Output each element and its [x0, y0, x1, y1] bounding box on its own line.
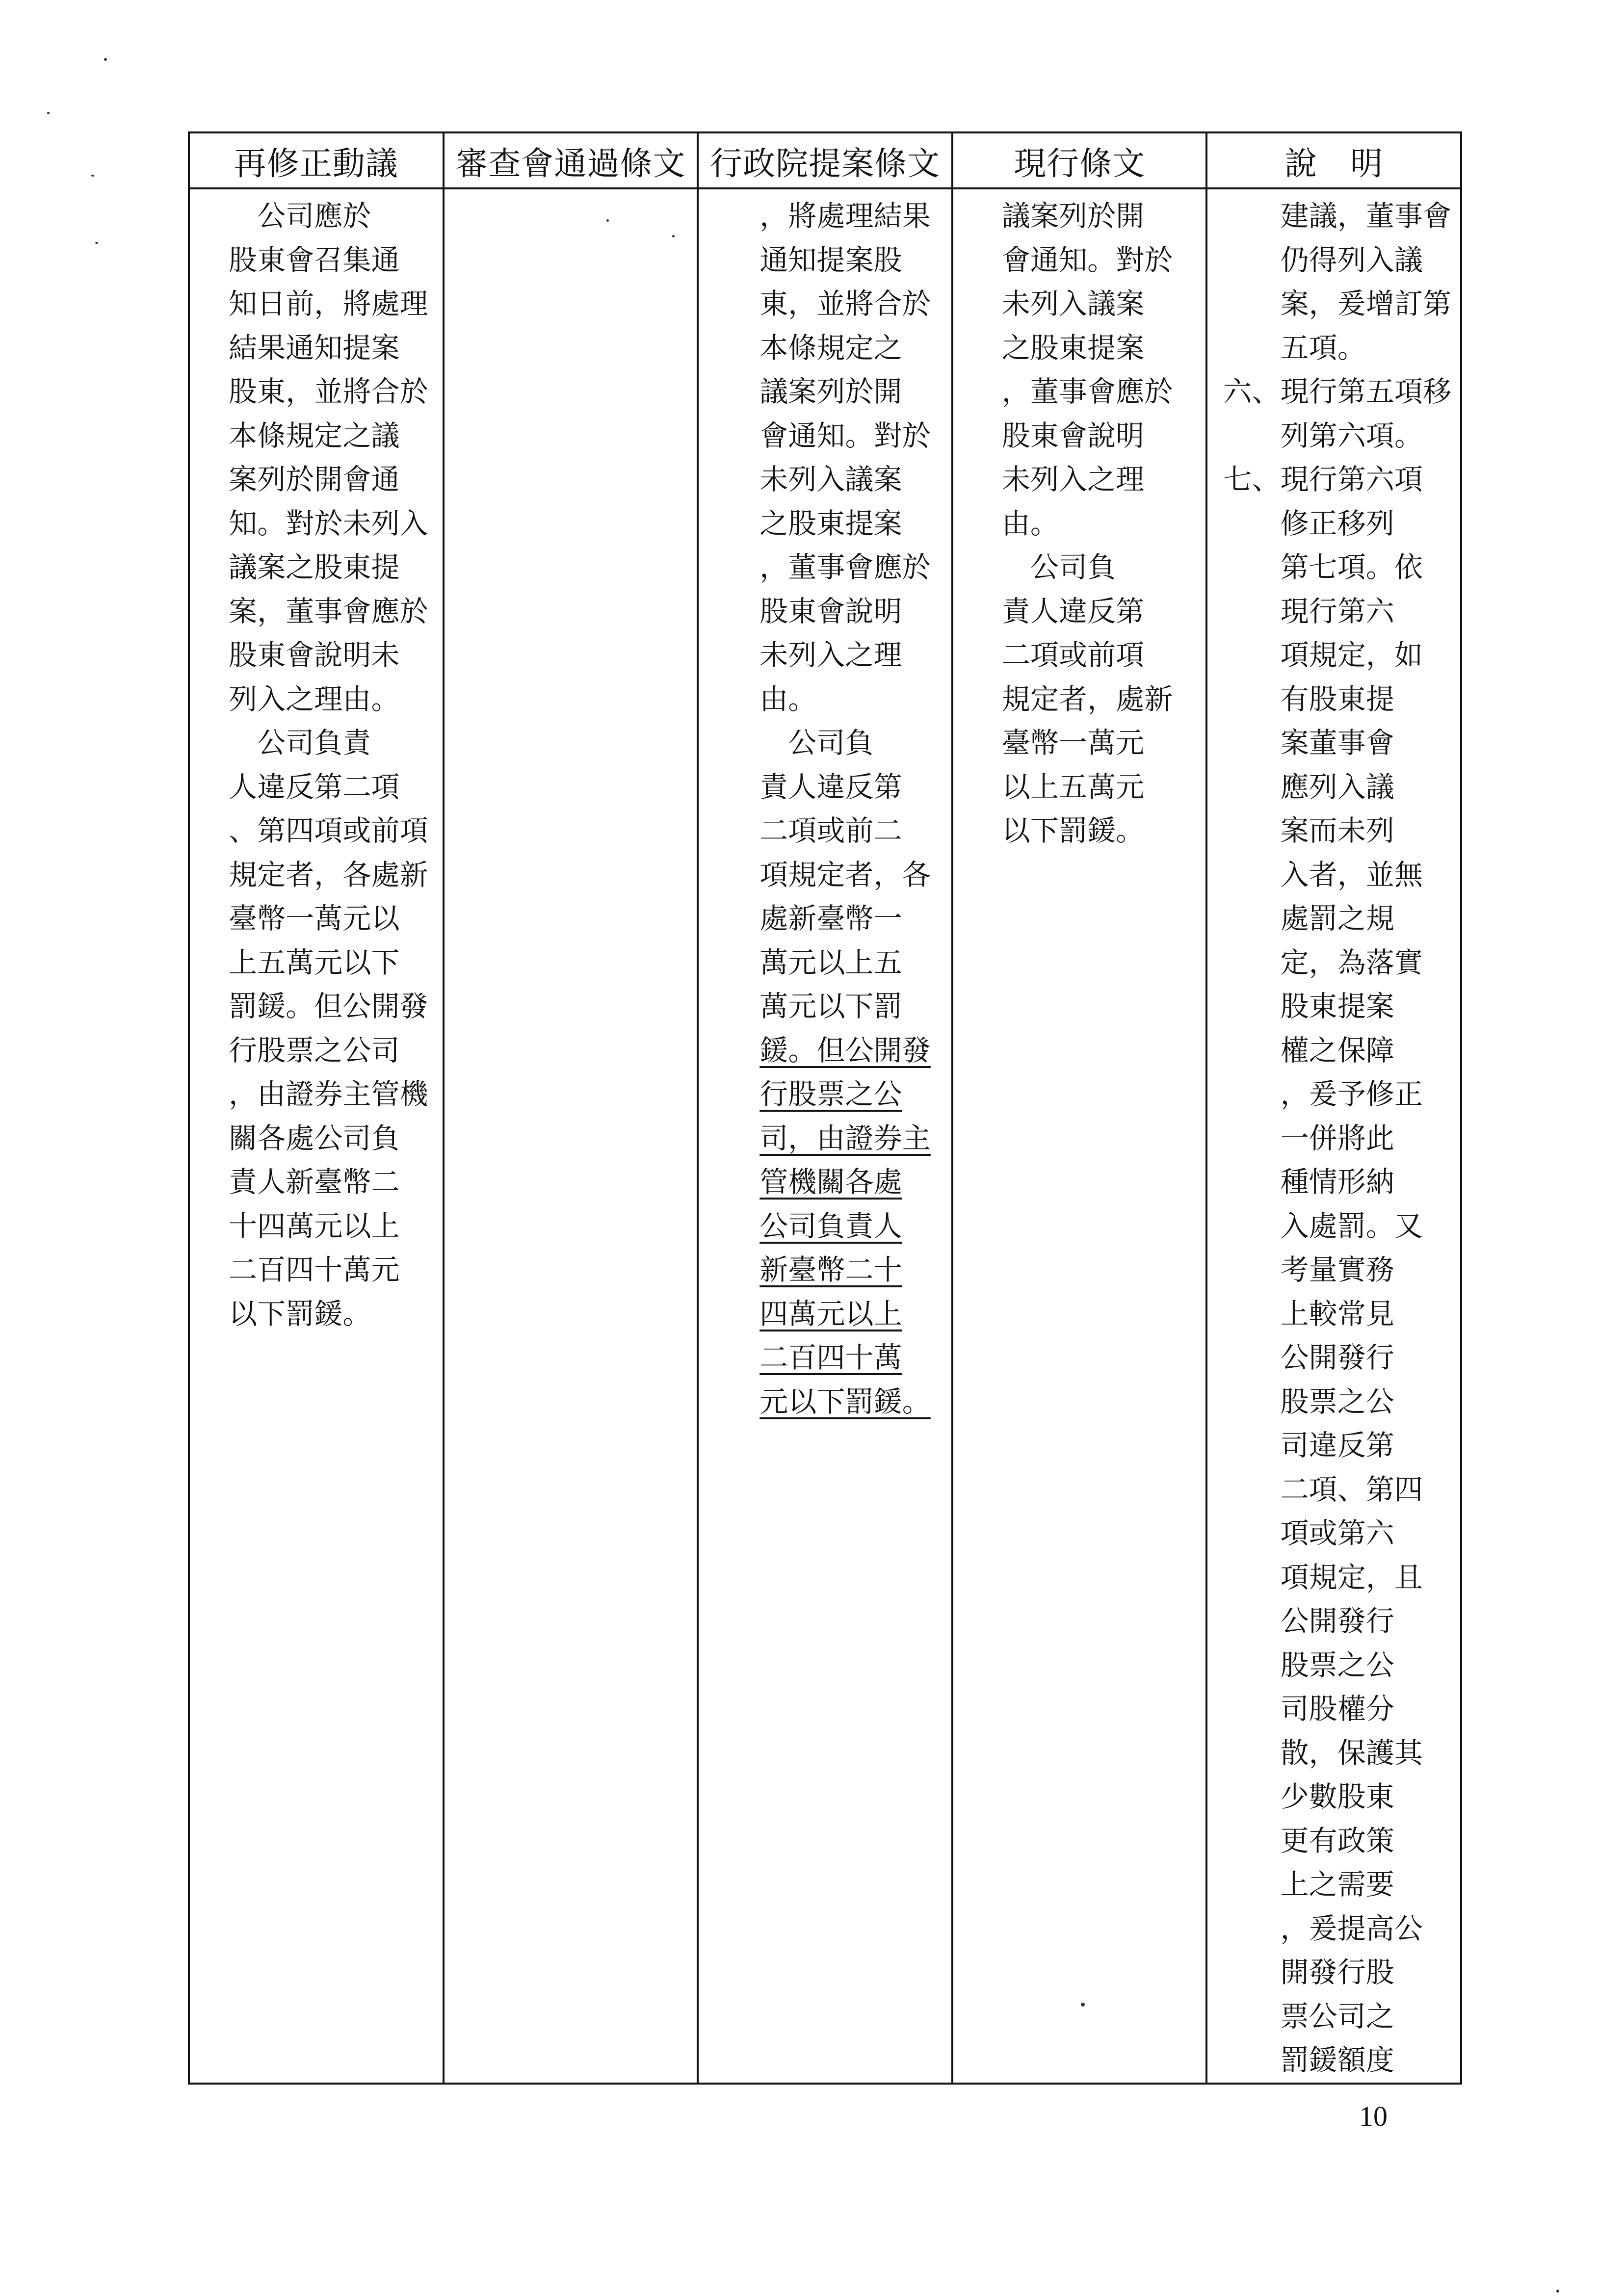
text-line: 知日前，將處理	[229, 287, 428, 320]
text-line: 第七項。依	[1223, 550, 1423, 584]
text-line: 罰鍰。但公開發	[229, 990, 428, 1023]
text-line: 七、現行第六項	[1223, 463, 1423, 496]
text-line: 案董事會	[1223, 726, 1394, 759]
text-line: 仍得列入議	[1223, 243, 1423, 277]
text-line: 本條規定之	[760, 331, 902, 365]
text-line: 項規定，如	[1223, 638, 1423, 672]
page-number: 10	[1359, 2100, 1388, 2132]
text-line: ，董事會應於	[760, 550, 931, 584]
text-line: 公司負責人	[760, 1209, 902, 1243]
text-line: 之股東提案	[1001, 331, 1145, 365]
text-line: 、第四項或前項	[229, 814, 428, 847]
text-line: 責人新臺幣二	[229, 1165, 400, 1199]
text-line: 東，並將合於	[760, 287, 931, 320]
text-line: 未列入議案	[1001, 287, 1145, 320]
text-line: 修正移列	[1223, 506, 1394, 540]
text-line: 散，保護其	[1223, 1736, 1423, 1770]
text-line: 種情形納	[1223, 1165, 1394, 1199]
explanation-text	[1207, 189, 1460, 2083]
text-line: 知。對於未列入	[229, 506, 428, 540]
text-line: 元以下罰鍰。	[760, 1384, 931, 1418]
text-line: 列入之理由。	[229, 682, 400, 716]
text-line: 公司應於	[229, 199, 371, 233]
text-line: 上之需要	[1223, 1868, 1394, 1901]
text-line: 未列入之理	[1001, 463, 1145, 496]
revised-motion-text	[190, 189, 443, 1336]
text-line: 票公司之	[1223, 1999, 1394, 2033]
text-line: 行股票之公	[760, 1077, 902, 1111]
text-line: 股票之公	[1223, 1384, 1394, 1418]
cell-revised-motion	[189, 188, 444, 2084]
text-line: 規定者，處新	[1001, 682, 1173, 716]
text-line: 列第六項。	[1223, 418, 1423, 452]
text-line: 入處罰。又	[1223, 1209, 1423, 1243]
scan-speck	[1556, 2290, 1559, 2293]
scan-speck	[672, 235, 675, 237]
text-line: 未列入之理	[760, 638, 902, 672]
text-line: 二項或前項	[1001, 638, 1145, 672]
text-line: 上較常見	[1223, 1297, 1394, 1331]
text-line: 少數股東	[1223, 1780, 1394, 1813]
executive-yuan-proposal-text	[699, 189, 951, 1424]
text-line: ，爰提高公	[1223, 1911, 1423, 1945]
text-line: 開發行股	[1223, 1956, 1394, 1989]
text-line: 股票之公	[1223, 1648, 1394, 1682]
text-line: ，爰予修正	[1223, 1077, 1423, 1111]
text-line: 股東會召集通	[229, 243, 400, 277]
text-line: 本條規定之議	[229, 418, 400, 452]
text-line: 入者，並無	[1223, 858, 1423, 891]
text-line: 五項。	[1223, 331, 1366, 365]
text-line: 司，由證券主	[760, 1121, 931, 1155]
text-line: 責人違反第	[760, 770, 902, 804]
text-line: 一併將此	[1223, 1121, 1394, 1155]
header-explanation: 說 明	[1206, 132, 1461, 188]
text-line: 應列入議	[1223, 770, 1394, 804]
text-line: 會通知。對於	[1001, 243, 1173, 277]
header-current-text: 現行條文	[952, 132, 1207, 188]
text-line: 鍰。但公開發	[760, 1033, 931, 1067]
cell-executive-yuan-proposal	[698, 188, 952, 2084]
text-line: 萬元以下罰	[760, 990, 902, 1023]
text-line: ，董事會應於	[1001, 375, 1173, 408]
text-line: 上五萬元以下	[229, 945, 400, 979]
text-line: 人違反第二項	[229, 770, 400, 804]
text-line: 新臺幣二十	[760, 1253, 902, 1286]
scan-speck	[104, 58, 107, 61]
text-line: ，由證券主管機	[229, 1077, 428, 1111]
text-line: 案，爰增訂第	[1223, 287, 1452, 320]
text-line: 股東會說明	[760, 594, 902, 628]
text-line: 考量實務	[1223, 1253, 1394, 1286]
text-line: 公開發行	[1223, 1604, 1394, 1638]
text-line: 通知提案股	[760, 243, 902, 277]
scan-speck	[47, 112, 50, 114]
text-line: 建議，董事會	[1223, 199, 1452, 233]
text-line: 六、現行第五項移	[1223, 375, 1452, 408]
comparison-table	[188, 131, 1462, 2085]
cell-committee-passed-text	[444, 188, 698, 2084]
header-committee-passed-text: 審查會通過條文	[444, 132, 698, 188]
text-line: 以下罰鍰。	[1001, 814, 1145, 847]
text-line: 司違反第	[1223, 1429, 1394, 1462]
text-line: 管機關各處	[760, 1165, 902, 1199]
text-line: ，將處理結果	[760, 199, 931, 233]
text-line: 權之保障	[1223, 1033, 1394, 1067]
text-line: 項規定，且	[1223, 1560, 1423, 1594]
header-revised-motion: 再修正動議	[189, 132, 444, 188]
text-line: 臺幣一萬元以	[229, 902, 400, 935]
text-line: 案列於開會通	[229, 463, 400, 496]
text-line: 關各處公司負	[229, 1121, 400, 1155]
cell-explanation	[1206, 188, 1461, 2084]
text-line: 行股票之公司	[229, 1033, 400, 1067]
text-line: 股東提案	[1223, 990, 1394, 1023]
text-line: 以下罰鍰。	[229, 1297, 371, 1331]
text-line: 處新臺幣一	[760, 902, 902, 935]
header-executive-yuan-proposal: 行政院提案條文	[698, 132, 952, 188]
text-line: 議案列於開	[1001, 199, 1145, 233]
text-line: 處罰之規	[1223, 902, 1394, 935]
text-line: 四萬元以上	[760, 1297, 902, 1331]
text-line: 案，董事會應於	[229, 594, 428, 628]
current-text-text	[953, 189, 1206, 853]
text-line: 二項或前二	[760, 814, 902, 847]
text-line: 公司負	[1001, 550, 1116, 584]
text-line: 項規定者，各	[760, 858, 931, 891]
text-line: 責人違反第	[1001, 594, 1145, 628]
text-line: 股東，並將合於	[229, 375, 428, 408]
cell-current-text	[952, 188, 1207, 2084]
text-line: 二百四十萬	[760, 1341, 902, 1374]
text-line: 規定者，各處新	[229, 858, 428, 891]
text-line: 十四萬元以上	[229, 1209, 400, 1243]
text-line: 案而未列	[1223, 814, 1394, 847]
text-line: 司股權分	[1223, 1692, 1394, 1725]
text-line: 公開發行	[1223, 1341, 1394, 1374]
text-line: 有股東提	[1223, 682, 1394, 716]
text-line: 股東會說明未	[229, 638, 400, 672]
text-line: 二項、第四	[1223, 1472, 1423, 1506]
table-header-row	[189, 132, 1461, 188]
text-line: 之股東提案	[760, 506, 902, 540]
text-line: 會通知。對於	[760, 418, 931, 452]
text-line: 現行第六	[1223, 594, 1394, 628]
text-line: 股東會說明	[1001, 418, 1145, 452]
text-line: 更有政策	[1223, 1824, 1394, 1857]
text-line: 未列入議案	[760, 463, 902, 496]
text-line: 結果通知提案	[229, 331, 400, 365]
scan-speck	[606, 219, 609, 222]
text-line: 罰鍰額度	[1223, 2043, 1394, 2077]
text-line: 公司負	[760, 726, 874, 759]
scan-speck	[95, 242, 98, 244]
text-line: 公司負責	[229, 726, 371, 759]
table-body-row	[189, 188, 1461, 2084]
text-line: 議案列於開	[760, 375, 902, 408]
scan-speck	[91, 175, 94, 177]
scan-speck	[1081, 2003, 1085, 2007]
text-line: 臺幣一萬元	[1001, 726, 1145, 759]
text-line: 議案之股東提	[229, 550, 400, 584]
text-line: 項或第六	[1223, 1516, 1394, 1550]
text-line: 以上五萬元	[1001, 770, 1145, 804]
text-line: 由。	[760, 682, 817, 716]
text-line: 萬元以上五	[760, 945, 902, 979]
text-line: 定，為落實	[1223, 945, 1423, 979]
text-line: 由。	[1001, 506, 1059, 540]
text-line: 二百四十萬元	[229, 1253, 400, 1286]
